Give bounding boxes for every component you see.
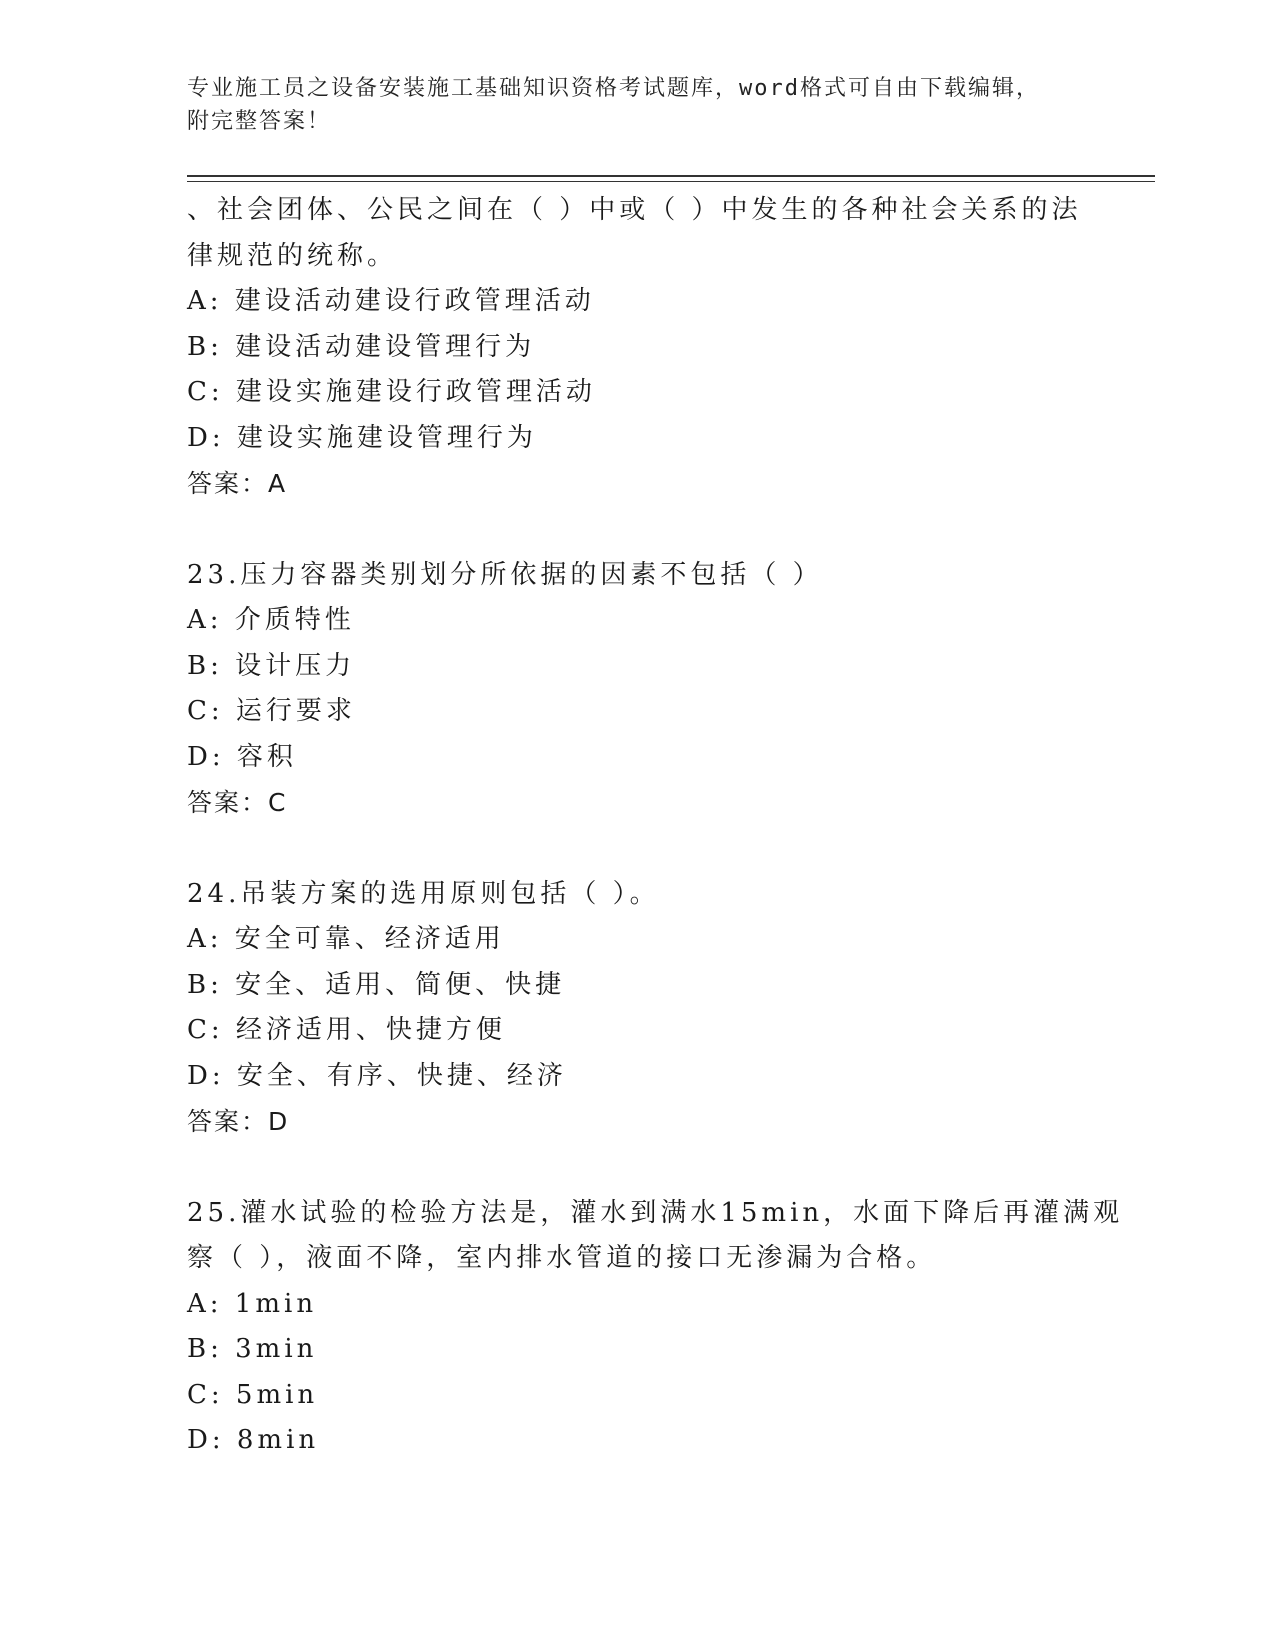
option-c: C: 建设实施建设行政管理活动	[187, 377, 596, 407]
option-d: D: 建设实施建设管理行为	[187, 422, 537, 453]
question-25	[187, 1191, 1124, 1464]
spacer	[187, 1145, 1087, 1191]
header-divider	[187, 175, 1155, 182]
option-a: A: 建设活动建设行政管理活动	[187, 286, 595, 316]
option-a: A: 介质特性	[187, 605, 355, 635]
spacer	[187, 826, 1087, 872]
header-title-line-1: 专业施工员之设备安装施工基础知识资格考试题库，word格式可自由下载编辑，	[187, 76, 1040, 101]
question-stem: 、社会团体、公民之间在（ ）中或（ ）中发生的各种社会关系的法	[187, 195, 1082, 225]
option-c: C: 经济适用、快捷方便	[187, 1015, 506, 1045]
option-b: B: 建设活动建设管理行为	[187, 331, 536, 362]
answer-label: 答案：C	[187, 788, 288, 817]
question-stem: 察（ ），液面不降，室内排水管道的接口无渗漏为合格。	[187, 1243, 937, 1273]
option-a: A: 安全可靠、经济适用	[187, 924, 505, 954]
option-b: B: 设计压力	[187, 650, 356, 681]
option-c: C: 运行要求	[187, 696, 356, 726]
header-title-line-2: 附完整答案！	[187, 109, 332, 134]
spacer	[187, 507, 1087, 553]
option-b: B: 3min	[187, 1334, 318, 1364]
question-stem: 25.灌水试验的检验方法是，灌水到满水15min，水面下降后再灌满观	[187, 1197, 1124, 1228]
option-c: C: 5min	[187, 1379, 319, 1410]
question-stem: 24.吊装方案的选用原则包括（ ）。	[187, 878, 660, 909]
answer-label: 答案：A	[187, 469, 288, 498]
question-22	[187, 188, 1087, 507]
question-stem: 23.压力容器类别划分所依据的因素不包括（ ）	[187, 559, 823, 590]
question-stem: 律规范的统称。	[187, 240, 398, 271]
option-b: B: 安全、适用、简便、快捷	[187, 969, 566, 1000]
option-d: D: 安全、有序、快捷、经济	[187, 1060, 567, 1091]
document-header	[187, 72, 1087, 138]
question-24	[187, 872, 1087, 1145]
option-d: D: 容积	[187, 741, 297, 772]
question-list	[187, 188, 1124, 1464]
option-a: A: 1min	[187, 1288, 318, 1319]
answer-label: 答案：D	[187, 1107, 290, 1136]
option-d: D: 8min	[187, 1425, 320, 1455]
question-23	[187, 553, 1087, 826]
